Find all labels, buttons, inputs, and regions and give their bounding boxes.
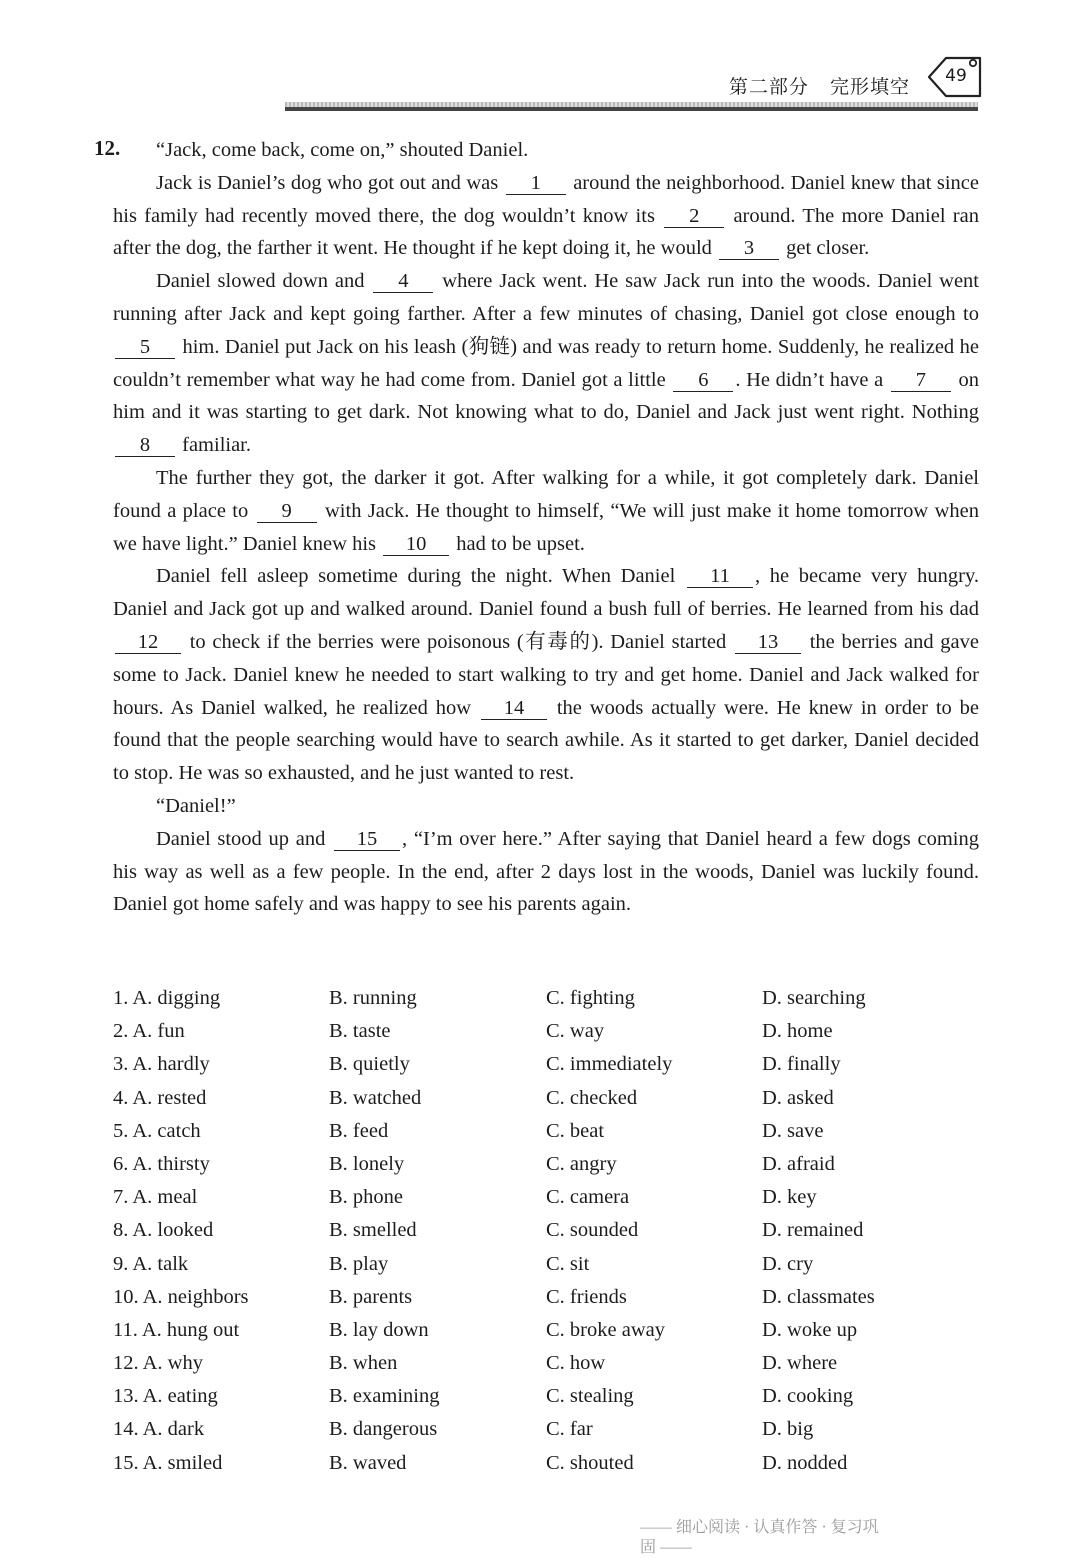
option-choice: 8. A. looked [113, 1219, 214, 1242]
section-title: 完形填空 [829, 76, 910, 98]
passage-text: familiar. [177, 434, 252, 457]
option-choice: 5. A. catch [113, 1119, 201, 1142]
option-choice: D. remained [762, 1219, 864, 1242]
passage-paragraph [113, 167, 979, 265]
passage-paragraph [113, 462, 979, 560]
option-choice: D. nodded [762, 1451, 848, 1474]
option-choice: B. lonely [329, 1152, 405, 1175]
passage-text: , he became very hungry. Daniel and Jack got up and walked around. Daniel found a bush full of berries. He learned from his dad [113, 565, 979, 621]
option-choice: B. taste [329, 1020, 391, 1043]
passage-text: Jack is Daniel’s dog who got out and was [156, 171, 504, 194]
passage-text: with Jack. He thought to himself, “We will just make it home tomorrow when we have light.” Daniel knew his [113, 499, 979, 555]
option-choice: C. fighting [546, 987, 635, 1009]
answer-blank: 3 [719, 237, 779, 260]
passage-text: , “I’m over here.” After saying that Daniel heard a few dogs coming his way as well as a few people. In the end, after 2 days lost in the woods, Daniel was luckily found. Daniel got home safely and was happy to see his parents again. [113, 827, 979, 916]
answer-blank: 14 [481, 697, 547, 720]
option-choice: 1. A. digging [113, 987, 221, 1009]
footer-text: —— 细心阅读 · 认真作答 · 复习巩固 —— [640, 1519, 879, 1556]
option-choice: D. searching [762, 987, 866, 1009]
answer-blank: 7 [891, 369, 951, 392]
option-choice: D. save [762, 1119, 824, 1142]
answer-blank: 12 [115, 631, 181, 654]
option-choice: 14. A. dark [113, 1418, 205, 1441]
option-choice: D. big [762, 1418, 814, 1441]
option-choice: B. dangerous [329, 1418, 438, 1441]
option-choice: D. finally [762, 1053, 841, 1076]
section-label: 第二部分 [728, 76, 809, 98]
option-choice: 11. A. hung out [113, 1318, 240, 1341]
option-choice: C. angry [546, 1152, 617, 1175]
option-choice: 12. A. why [113, 1352, 203, 1375]
option-choice: B. quietly [329, 1053, 410, 1076]
option-choice: 3. A. hardly [113, 1053, 210, 1076]
page-number: 49 [945, 66, 967, 86]
option-choice: D. key [762, 1186, 817, 1209]
answer-blank: 13 [735, 631, 801, 654]
option-choice: 9. A. talk [113, 1252, 189, 1275]
question-number: 12. [94, 136, 121, 160]
option-choice: 15. A. smiled [113, 1451, 223, 1474]
option-choice: C. sounded [546, 1219, 639, 1242]
passage-text: around. The more Daniel ran after the dog, the farther it went. He thought if he kept doing it, he would [113, 204, 979, 260]
answer-blank: 9 [257, 500, 317, 523]
option-choice: 10. A. neighbors [113, 1285, 249, 1308]
option-choice: D. woke up [762, 1318, 858, 1341]
option-choice: C. friends [546, 1285, 627, 1308]
passage-text: on him and it was starting to get dark. Not knowing what to do, Daniel and Jack just went right. Nothing [113, 368, 979, 424]
option-choice: C. beat [546, 1119, 605, 1142]
option-choice: B. lay down [329, 1318, 429, 1341]
option-choice: 13. A. eating [113, 1385, 218, 1408]
option-choice: D. cry [762, 1252, 814, 1275]
passage-text: Daniel stood up and [156, 827, 333, 850]
option-choice: B. examining [329, 1385, 440, 1408]
header-rule [285, 102, 978, 111]
answer-blank: 1 [506, 172, 566, 195]
passage-paragraph [113, 134, 979, 167]
option-choice: 4. A. rested [113, 1086, 207, 1109]
option-choice: 7. A. meal [113, 1186, 198, 1209]
answer-blank: 4 [373, 270, 433, 293]
option-choice: D. asked [762, 1086, 834, 1109]
option-choice: C. broke away [546, 1318, 665, 1341]
option-choice: C. camera [546, 1186, 630, 1209]
option-choice: B. waved [329, 1451, 407, 1474]
passage-paragraph [113, 790, 979, 823]
option-choice: B. when [329, 1352, 398, 1375]
passage-text: “Daniel!” [156, 794, 236, 817]
option-choice: C. shouted [546, 1451, 634, 1474]
option-choice: B. watched [329, 1086, 422, 1109]
option-choice: C. sit [546, 1252, 590, 1275]
option-choice: C. how [546, 1352, 606, 1375]
option-choice: 6. A. thirsty [113, 1152, 210, 1175]
option-choice: B. parents [329, 1285, 413, 1308]
answer-blank: 15 [334, 828, 400, 851]
option-choice: D. afraid [762, 1152, 835, 1175]
option-choice: B. play [329, 1252, 389, 1275]
option-choice: D. home [762, 1020, 833, 1043]
option-choice: C. far [546, 1418, 593, 1441]
passage-text: the berries and gave some to Jack. Daniel knew he needed to start walking to try and get home. Daniel and Jack walked for hours. As Daniel walked, he realized how [113, 630, 979, 719]
passage-text: get closer. [781, 237, 870, 260]
passage-text: Daniel slowed down and [156, 270, 372, 293]
passage-text: to check if the berries were poisonous (有毒的). Daniel started [183, 630, 733, 653]
passage-text: . He didn’t have a [735, 368, 889, 391]
passage-text: him. Daniel put Jack on his leash (狗链) and was ready to return home. Suddenly, he realized he couldn’t remember what way he had come from. Daniel got a little [113, 335, 979, 391]
answer-blank: 5 [115, 336, 175, 359]
option-choice: C. way [546, 1020, 605, 1043]
passage-text: around the neighborhood. Daniel knew that since his family had recently moved there, the dog wouldn’t know its [113, 171, 979, 227]
running-header [715, 72, 910, 99]
option-choice: B. phone [329, 1186, 404, 1209]
passage-text: The further they got, the darker it got. After walking for a while, it got completely dark. Daniel found a place to [113, 466, 979, 522]
answer-blank: 6 [673, 369, 733, 392]
answer-blank: 8 [115, 434, 175, 457]
passage-paragraph [113, 265, 979, 462]
answer-blank: 2 [664, 205, 724, 228]
passage-text: Daniel fell asleep sometime during the night. When Daniel [156, 565, 685, 588]
passage-text: “Jack, come back, come on,” shouted Daniel. [156, 139, 529, 161]
option-choice: C. stealing [546, 1385, 634, 1408]
passage-text: the woods actually were. He knew in order to be found that the people searching would have to search awhile. As it started to get darker, Daniel decided to stop. He was so exhausted, and he just wanted to rest. [113, 696, 979, 785]
cloze-passage [113, 134, 979, 921]
option-choice: D. where [762, 1352, 838, 1375]
option-choice: B. running [329, 987, 417, 1009]
passage-paragraph [113, 560, 979, 790]
option-choice: C. checked [546, 1086, 638, 1109]
answer-blank: 11 [687, 565, 753, 588]
option-choice: B. feed [329, 1119, 389, 1142]
passage-text: where Jack went. He saw Jack run into the woods. Daniel went running after Jack and kept going farther. After a few minutes of chasing, Daniel got close enough to [113, 270, 980, 325]
option-choice: D. cooking [762, 1385, 854, 1408]
answer-blank: 10 [383, 533, 449, 556]
passage-paragraph [113, 823, 979, 921]
option-choice: 2. A. fun [113, 1020, 185, 1043]
option-choice: D. classmates [762, 1285, 875, 1308]
option-choice: B. smelled [329, 1219, 417, 1242]
passage-text: had to be upset. [451, 532, 585, 555]
option-choice: C. immediately [546, 1053, 673, 1076]
